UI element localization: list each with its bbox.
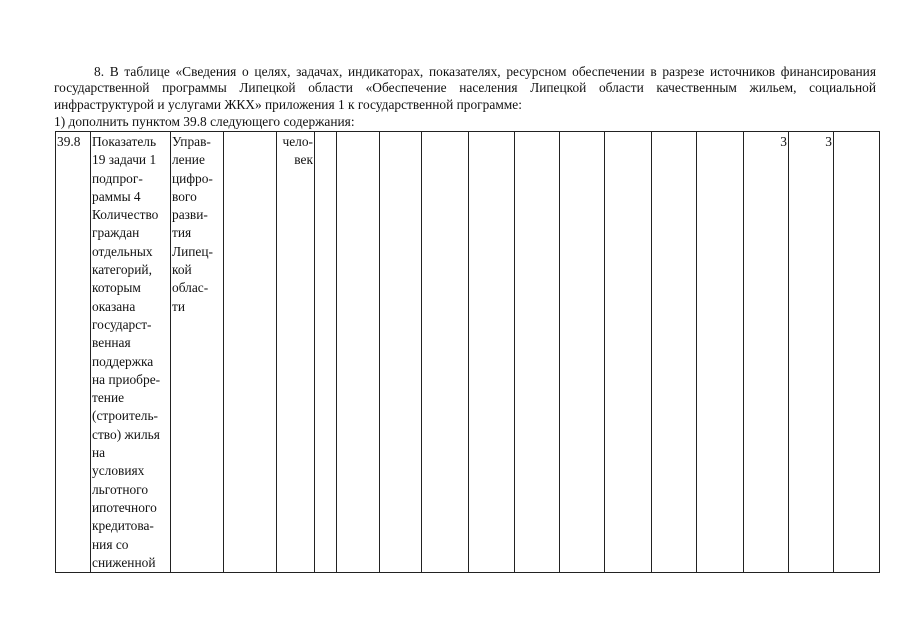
executor-text: Управ- ление цифро- вого разви- тия Липец- кой облас- ти [172, 134, 213, 314]
empty-cell [834, 132, 880, 573]
empty-cell [337, 132, 380, 573]
empty-cell [652, 132, 697, 573]
empty-cell [224, 132, 277, 573]
subitem-line: 1) дополнить пунктом 39.8 следующего содержания: [54, 114, 355, 129]
empty-cell [422, 132, 469, 573]
indicator-name-text: Показатель 19 задачи 1 подпрог- раммы 4 Количество граждан отдельных категорий, которым оказана государст- венная поддержка на приобре- тение (строитель- ство) жилья на условиях льготного ипотечного кредитова- ния со сниженной [92, 134, 161, 570]
intro-paragraph: 8. В таблице «Сведения о целях, задачах, индикаторах, показателях, ресурсном обеспечении в разрезе источников финансирования государственной программы Липецкой области «Обеспечение населения Липецкой области качественным жильем, социальной инфраструктурой и услугами ЖКХ» приложения 1 к государственной программе: [54, 64, 876, 112]
row-number-cell: 39.8 [56, 132, 91, 573]
empty-cell [515, 132, 560, 573]
empty-cell [560, 132, 605, 573]
empty-cell [315, 132, 337, 573]
value-cell-1: 3 [744, 132, 789, 573]
empty-cell [697, 132, 744, 573]
unit-cell [277, 132, 315, 573]
value-cell-2: 3 [789, 132, 834, 573]
empty-cell [380, 132, 422, 573]
executor-cell [171, 132, 224, 573]
indicator-table [55, 131, 880, 573]
unit-text: чело- век [282, 134, 313, 168]
empty-cell [469, 132, 515, 573]
indicator-name-cell [91, 132, 171, 573]
table-row [56, 132, 880, 573]
empty-cell [605, 132, 652, 573]
